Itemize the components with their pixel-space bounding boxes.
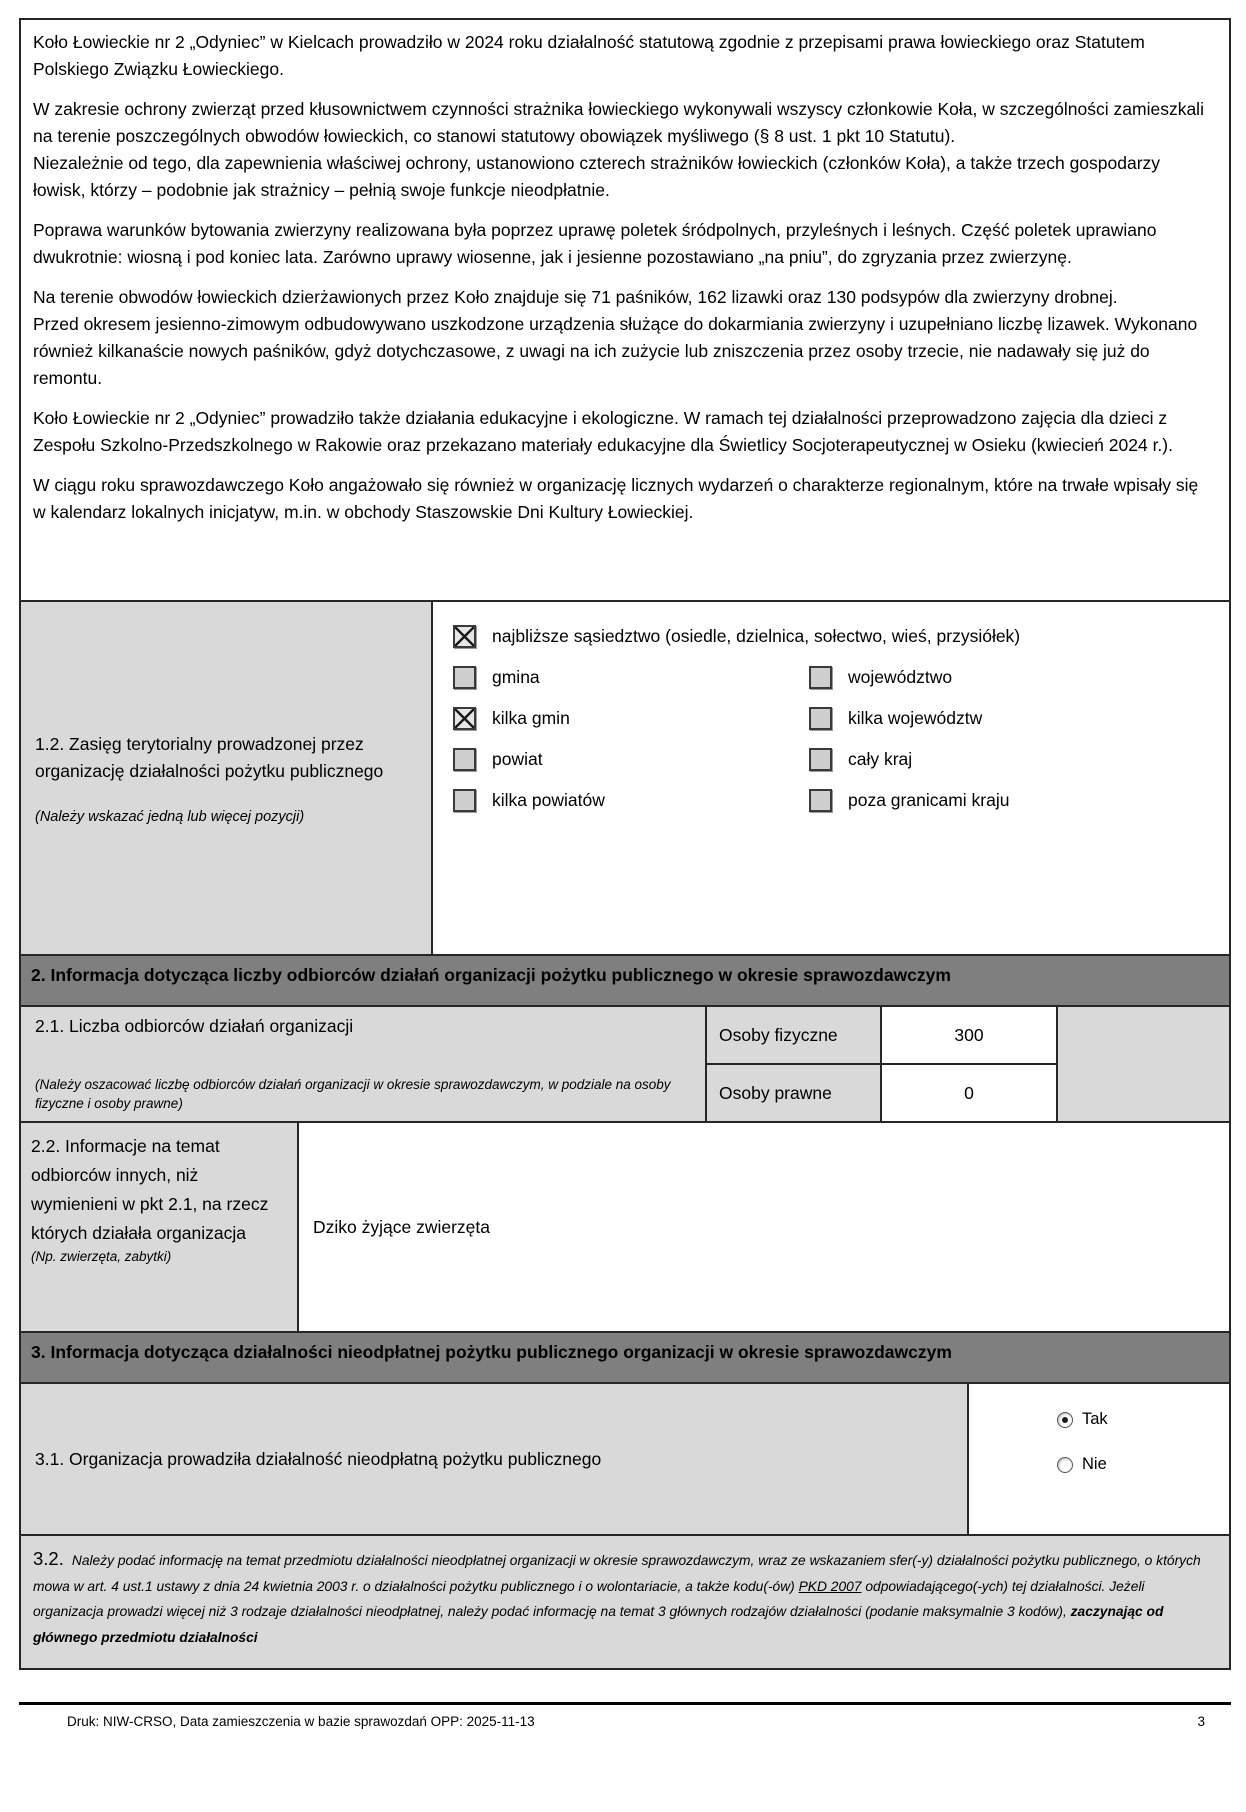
section-2-header: 2. Informacja dotycząca liczby odbiorców działań organizacji pożytku publicznego w okresie sprawozdawczym	[19, 954, 1231, 1007]
checkbox-option-najblizsze-sasiedztwo[interactable]	[453, 616, 1229, 657]
section-1-2-row	[19, 600, 1231, 956]
section-3-2-text: odpowiadającego(-ych) tej działalności. Jeżeli organizacja prowadzi więcej niż 3 rodzaje działalności nieodpłatnej, należy podać informację na temat 3 głównych rodzajów działalności (podanie maksymalnie 3 kodów),	[33, 1578, 1145, 1619]
checkbox-icon[interactable]	[809, 666, 832, 689]
section-1-2-label: 1.2. Zasięg terytorialny prowadzonej przez organizację działalności pożytku publicznego	[35, 734, 384, 781]
section-2-1-table	[707, 1007, 1058, 1121]
osoby-fizyczne-label: Osoby fizyczne	[707, 1007, 882, 1063]
checkbox-label: poza granicami kraju	[848, 790, 1010, 810]
osoby-prawne-label: Osoby prawne	[707, 1065, 882, 1121]
checkbox-icon[interactable]	[809, 789, 832, 812]
section-2-1-label-cell	[21, 1007, 707, 1121]
section-2-1-note: (Należy oszacować liczbę odbiorców działań organizacji w okresie sprawozdawczym, w podziale na osoby fizyczne i osoby prawne)	[35, 1077, 671, 1111]
checkbox-icon[interactable]	[453, 625, 476, 648]
radio-icon[interactable]	[1057, 1412, 1073, 1428]
osoby-prawne-value: 0	[882, 1065, 1058, 1121]
narrative-paragraph: Niezależnie od tego, dla zapewnienia właściwej ochrony, ustanowiono czterech strażników łowieckich (członków Koła), a także trzech gospodarzy łowisk, którzy – podobnie jak strażnicy – pełnią swoje funkcje nieodpłatnie.	[33, 153, 1161, 200]
section-2-2-label: 2.2. Informacje na temat odbiorców innych, niż wymienieni w pkt 2.1, na rzecz których działała organizacja	[31, 1136, 269, 1243]
checkbox-label: gmina	[492, 667, 540, 687]
radio-label: Nie	[1082, 1455, 1107, 1473]
table-row	[707, 1007, 1058, 1065]
section-3-header: 3. Informacja dotycząca działalności nieodpłatnej pożytku publicznego organizacji w okresie sprawozdawczym	[19, 1331, 1231, 1384]
checkbox-label: kilka województw	[848, 708, 983, 728]
checkbox-label: województwo	[848, 667, 953, 687]
checkbox-icon[interactable]	[453, 707, 476, 730]
radio-option-nie[interactable]	[1057, 1455, 1229, 1474]
section-3-2-text: Należy podać informację na temat przedmiotu działalności nieodpłatnej organizacji w okresie sprawozdawczym, wraz ze wskazaniem sfer(-y) działalności pożytku publicznego, o których mowa w art. 4 ust.1 ustawy z dnia 24 kwietnia 2003 r. o działalności pożytku publicznego i o wolontariacie, a także kodu(-ów)	[33, 1553, 1201, 1594]
narrative-block	[19, 18, 1231, 602]
checkbox-option-kilka-powiatow[interactable]	[453, 780, 809, 821]
section-2-2-label-cell	[21, 1123, 299, 1331]
section-2-2-note: (Np. zwierzęta, zabytki)	[31, 1249, 172, 1264]
report-page	[19, 18, 1231, 1729]
checkbox-option-poza-granicami[interactable]	[809, 780, 1229, 821]
checkbox-icon[interactable]	[453, 748, 476, 771]
checkbox-label: kilka gmin	[492, 708, 570, 728]
checkbox-icon[interactable]	[809, 707, 832, 730]
pkd-2007-link: PKD 2007	[798, 1578, 862, 1594]
section-2-1-row	[19, 1005, 1231, 1123]
narrative-paragraph: Poprawa warunków bytowania zwierzyny realizowana była poprzez uprawę poletek śródpolnych, przyleśnych i leśnych. Część poletek uprawiano dwukrotnie: wiosną i pod koniec lata. Zarówno uprawy wiosenne, jak i jesienne pozostawiano „na pniu”, do zgryzania przez zwierzynę.	[33, 220, 1157, 267]
narrative-paragraph: Na terenie obwodów łowieckich dzierżawionych przez Koło znajduje się 71 paśników, 162 lizawki oraz 130 podsypów dla zwierzyny drobnej.	[33, 287, 1118, 307]
section-3-2-bold-text: zaczynając od głównego przedmiotu działalności	[33, 1604, 1164, 1645]
radio-label: Tak	[1082, 1410, 1108, 1428]
checkbox-label: kilka powiatów	[492, 790, 605, 810]
checkbox-options-grid	[453, 657, 1229, 821]
section-3-2-row	[19, 1534, 1231, 1670]
section-3-1-label: 3.1. Organizacja prowadziła działalność nieodpłatną pożytku publicznego	[21, 1384, 969, 1534]
section-3-1-row	[19, 1382, 1231, 1536]
section-3-2-number: 3.2.	[33, 1548, 64, 1569]
narrative-paragraph: Koło Łowieckie nr 2 „Odyniec” prowadziło także działania edukacyjne i ekologiczne. W ramach tej działalności przeprowadzono zajęcia dla dzieci z Zespołu Szkolno-Przedszkolnego w Rakowie oraz przekazano materiały edukacyjne dla Świetlicy Socjoterapeutycznej w Osieku (kwiecień 2024 r.).	[33, 408, 1173, 455]
checkbox-option-wojewodztwo[interactable]	[809, 657, 1229, 698]
checkbox-option-caly-kraj[interactable]	[809, 739, 1229, 780]
checkbox-option-kilka-wojewodztw[interactable]	[809, 698, 1229, 739]
osoby-fizyczne-value: 300	[882, 1007, 1058, 1063]
section-1-2-options-cell	[433, 602, 1229, 954]
section-1-2-note: (Należy wskazać jedną lub więcej pozycji)	[35, 809, 305, 825]
narrative-paragraph: W zakresie ochrony zwierząt przed kłusownictwem czynności strażnika łowieckiego wykonywali wszyscy członkowie Koła, w szczególności zamieszkali na terenie poszczególnych obwodów łowieckich, co stanowi statutowy obowiązek myśliwego (§ 8 ust. 1 pkt 10 Statutu).	[33, 99, 1204, 146]
narrative-paragraph: Przed okresem jesienno-zimowym odbudowywano uszkodzone urządzenia służące do dokarmiania zwierzyny i uzupełniano liczbę lizawek. Wykonano również kilkanaście nowych paśników, gdyż dotychczasowe, z uwagi na ich zużycie lub zniszczenia przez osoby trzecie, nie nadawały się już do remontu.	[33, 314, 1198, 388]
footer-print-info: Druk: NIW-CRSO, Data zamieszczenia w bazie sprawozdań OPP: 2025-11-13	[67, 1714, 535, 1729]
checkbox-label: najbliższe sąsiedztwo (osiedle, dzielnica, sołectwo, wieś, przysiółek)	[492, 626, 1021, 646]
section-1-2-label-cell	[21, 602, 433, 954]
checkbox-label: cały kraj	[848, 749, 913, 769]
checkbox-icon[interactable]	[809, 748, 832, 771]
checkbox-icon[interactable]	[453, 789, 476, 812]
checkbox-option-kilka-gmin[interactable]	[453, 698, 809, 739]
page-footer	[19, 1702, 1231, 1729]
narrative-paragraph: Koło Łowieckie nr 2 „Odyniec” w Kielcach prowadziło w 2024 roku działalność statutową zgodnie z przepisami prawa łowieckiego oraz Statutem Polskiego Związku Łowieckiego.	[33, 32, 1145, 79]
radio-icon[interactable]	[1057, 1457, 1073, 1473]
footer-page-number: 3	[1197, 1714, 1205, 1729]
section-2-1-empty-cell	[1058, 1007, 1229, 1121]
narrative-paragraph: W ciągu roku sprawozdawczego Koło angażowało się również w organizację licznych wydarzeń o charakterze regionalnym, które na trwałe wpisały się w kalendarz lokalnych inicjatyw, m.in. w obchody Staszowskie Dni Kultury Łowieckiej.	[33, 475, 1199, 522]
section-2-2-value: Dziko żyjące zwierzęta	[313, 1216, 490, 1237]
checkbox-label: powiat	[492, 749, 543, 769]
checkbox-icon[interactable]	[453, 666, 476, 689]
radio-option-tak[interactable]	[1057, 1410, 1229, 1429]
checkbox-option-powiat[interactable]	[453, 739, 809, 780]
section-3-1-radio-group	[969, 1384, 1229, 1534]
checkbox-option-gmina[interactable]	[453, 657, 809, 698]
section-2-2-row	[19, 1121, 1231, 1333]
table-row	[707, 1065, 1058, 1121]
section-2-1-label: 2.1. Liczba odbiorców działań organizacji	[35, 1016, 354, 1036]
